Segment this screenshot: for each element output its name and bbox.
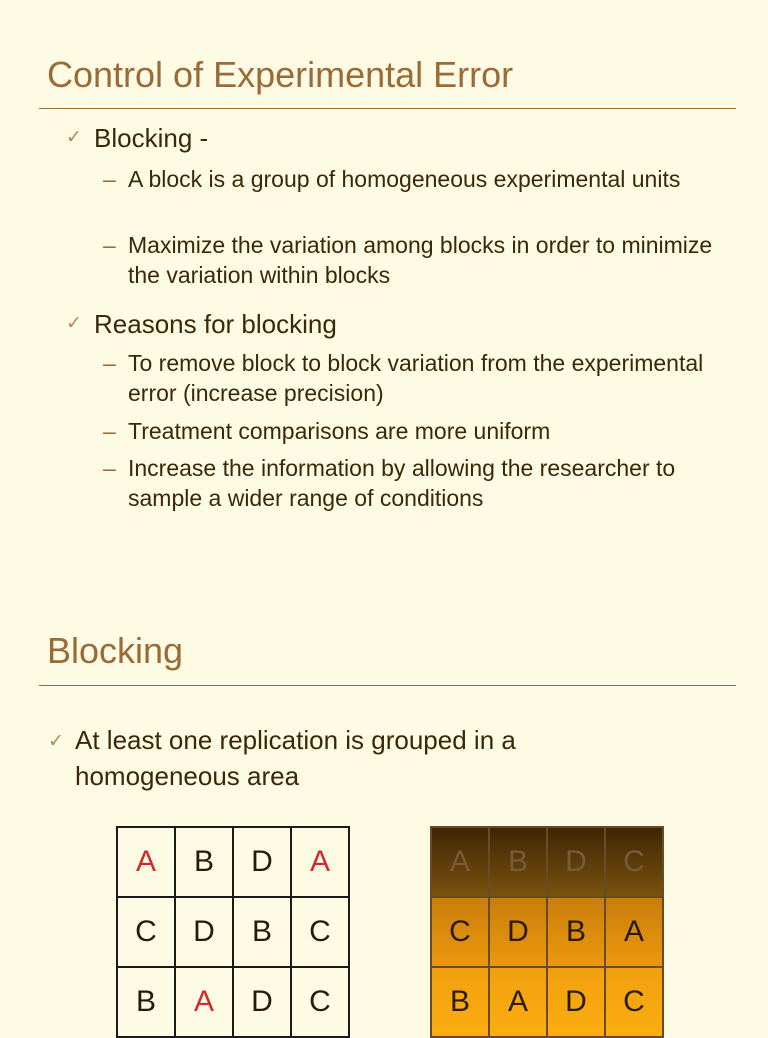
grid-cell: B <box>431 967 489 1037</box>
grid-cell: A <box>605 897 663 967</box>
grid-cell: B <box>175 827 233 897</box>
dash-icon: – <box>103 232 116 258</box>
slide2-title: Blocking <box>47 630 184 671</box>
grid-cell: D <box>547 967 605 1037</box>
dash-icon: – <box>103 418 116 444</box>
bullet-blocking: Blocking - <box>94 123 209 153</box>
grid-cell: A <box>291 827 349 897</box>
grid-right <box>430 826 664 1038</box>
slide2-title-rule <box>39 685 736 686</box>
slide1-title-rule <box>39 108 736 109</box>
grid-cell: A <box>175 967 233 1037</box>
grid-cell: D <box>233 827 291 897</box>
grid-cell: D <box>489 897 547 967</box>
check-icon: ✓ <box>66 127 82 148</box>
slide1-title: Control of Experimental Error <box>47 54 514 95</box>
dash-icon: – <box>103 455 116 481</box>
sub-bullet-text: Maximize the variation among blocks in order to minimize the variation within blocks <box>128 232 713 288</box>
bullet-replication: At least one replication is grouped in a homogeneous area <box>75 725 516 791</box>
grid-cell: C <box>605 967 663 1037</box>
check-icon: ✓ <box>66 313 82 334</box>
grid-cell: C <box>291 967 349 1037</box>
dash-icon: – <box>103 166 116 192</box>
grid-cell: C <box>117 897 175 967</box>
grid-cell: D <box>547 827 605 897</box>
grid-cell: A <box>489 967 547 1037</box>
sub-bullet <box>103 230 723 290</box>
sub-bullet-text: Increase the information by allowing the researcher to sample a wider range of conditions <box>128 455 676 511</box>
grid-cell: A <box>431 827 489 897</box>
grid-cell: D <box>175 897 233 967</box>
sub-bullet-text: A block is a group of homogeneous experimental units <box>128 166 681 192</box>
bullet-reasons: Reasons for blocking <box>94 309 337 339</box>
grid-cell: A <box>117 827 175 897</box>
sub-bullet-text: Treatment comparisons are more uniform <box>128 418 551 444</box>
grid-cell: B <box>489 827 547 897</box>
grid-cell: C <box>605 827 663 897</box>
grid-cell: D <box>233 967 291 1037</box>
grid-left <box>116 826 350 1038</box>
sub-bullet-text: To remove block to block variation from the experimental error (increase precision) <box>128 350 704 406</box>
sub-bullet <box>103 348 723 408</box>
sub-bullet <box>103 164 723 194</box>
grid-cell: B <box>117 967 175 1037</box>
grid-cell: C <box>291 897 349 967</box>
dash-icon: – <box>103 350 116 376</box>
grid-cell: B <box>547 897 605 967</box>
grid-cell: B <box>233 897 291 967</box>
check-icon: ✓ <box>48 731 64 752</box>
sub-bullet <box>103 416 723 446</box>
grid-cell: C <box>431 897 489 967</box>
sub-bullet <box>103 453 723 513</box>
